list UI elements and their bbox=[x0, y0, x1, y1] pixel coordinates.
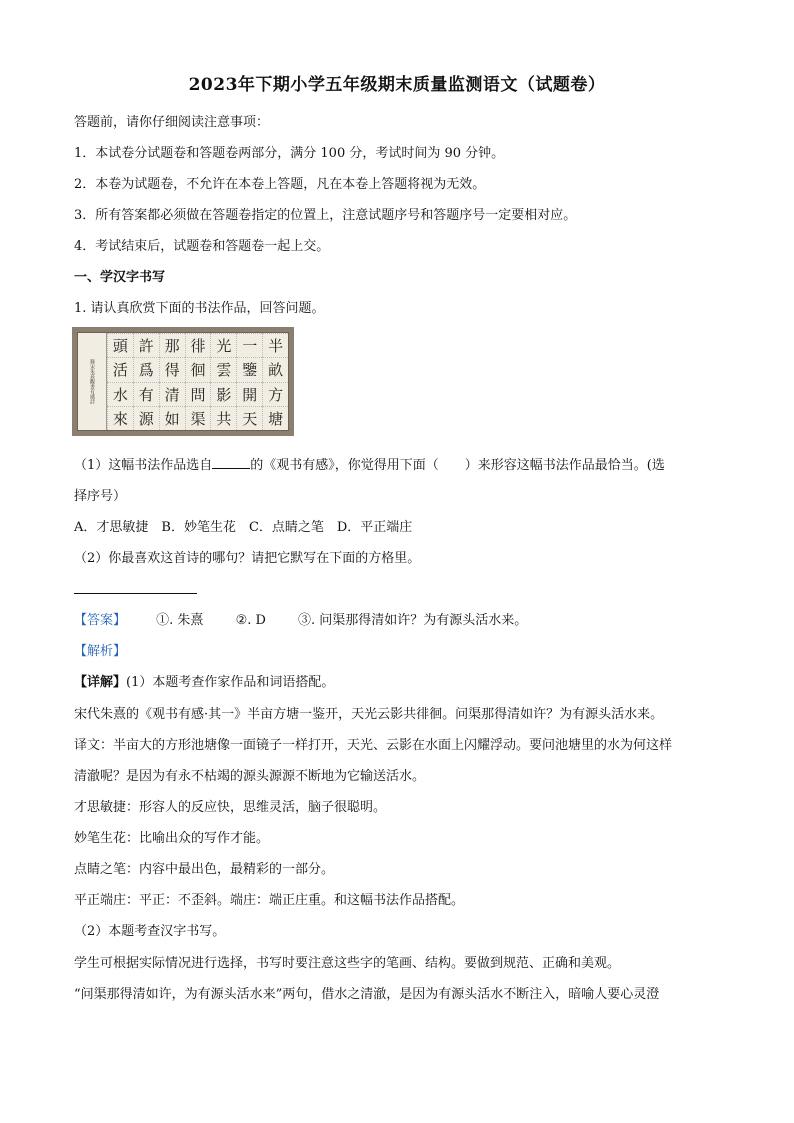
calligraphy-inscription: 錄宋朱熹觀書有感詩 bbox=[78, 333, 107, 430]
sub-question-1-pre: （1）这幅书法作品选自 bbox=[74, 458, 213, 473]
explain-line: （2）本题考查汉字书写。 bbox=[74, 924, 226, 939]
answer-3: ③. 问渠那得清如许？为有源头活水来。 bbox=[298, 613, 528, 628]
explain-line: 才思敏捷：形容人的反应快，思维灵活，脑子很聪明。 bbox=[74, 800, 387, 815]
calligraphy-char: 來 bbox=[107, 406, 133, 430]
explain-line: 译文：半亩大的方形池塘像一面镜子一样打开，天光、云影在水面上闪耀浮动。要问池塘里的水为何这样 bbox=[74, 738, 673, 753]
calligraphy-char: 活 bbox=[107, 357, 133, 381]
notice-3: 3．所有答案都必须做在答题卷指定的位置上，注意试题序号和答题序号一定要相对应。 bbox=[74, 208, 577, 223]
analysis-label: 【解析】 bbox=[74, 644, 127, 659]
answer-row bbox=[74, 609, 527, 628]
options: A．才思敏捷 B．妙笔生花 C．点睛之笔 D．平正端庄 bbox=[74, 520, 413, 535]
calligraphy-char: 問 bbox=[185, 382, 211, 406]
calligraphy-char: 塘 bbox=[262, 406, 288, 430]
explain-line: 学生可根据实际情况进行选择，书写时要注意这些字的笔画、结构。要做到规范、正确和美观。 bbox=[74, 956, 621, 971]
calligraphy-image bbox=[72, 327, 294, 436]
calligraphy-char: 一 bbox=[236, 333, 262, 357]
answer-1: ①. 朱熹 bbox=[156, 613, 204, 628]
question-1: 1. 请认真欣赏下面的书法作品，回答问题。 bbox=[74, 301, 325, 316]
calligraphy-char: 雲 bbox=[210, 357, 236, 381]
calligraphy-char: 徊 bbox=[185, 357, 211, 381]
calligraphy-char: 半 bbox=[262, 333, 288, 357]
calligraphy-char: 渠 bbox=[185, 406, 211, 430]
answer-2: ②. D bbox=[235, 613, 266, 628]
explain-line: 平正端庄：平正：不歪斜。端庄：端正庄重。和这幅书法作品搭配。 bbox=[74, 893, 465, 908]
calligraphy-char: 開 bbox=[236, 382, 262, 406]
detail-label: 【详解】 bbox=[74, 675, 127, 690]
calligraphy-char: 得 bbox=[159, 357, 185, 381]
section-heading: 一、学汉字书写 bbox=[74, 270, 166, 285]
explain-line: 点睛之笔：内容中最出色，最精彩的一部分。 bbox=[74, 862, 335, 877]
notice-1: 1．本试卷分试题卷和答题卷两部分，满分 100 分，考试时间为 90 分钟。 bbox=[74, 146, 505, 161]
sub-question-1-post: 的《观书有感》，你觉得用下面（ ）来形容这幅书法作品最恰当。(选 bbox=[250, 458, 665, 473]
separator-rule bbox=[74, 593, 197, 594]
calligraphy-char: 爲 bbox=[133, 357, 159, 381]
calligraphy-char: 鑒 bbox=[236, 357, 262, 381]
notice-4: 4．考试结束后，试题卷和答题卷一起上交。 bbox=[74, 239, 330, 254]
answer-label: 【答案】 bbox=[74, 613, 127, 628]
calligraphy-char: 有 bbox=[133, 382, 159, 406]
explain-line: 宋代朱熹的《观书有感·其一》半亩方塘一鉴开，天光云影共徘徊。问渠那得清如许？为有源头活水来。 bbox=[74, 707, 664, 722]
calligraphy-char: 那 bbox=[159, 333, 185, 357]
calligraphy-char: 共 bbox=[210, 406, 236, 430]
detail-first: (1）本题考查作家作品和词语搭配。 bbox=[126, 675, 335, 690]
calligraphy-char: 清 bbox=[159, 382, 185, 406]
detail-heading bbox=[74, 671, 334, 690]
calligraphy-char: 光 bbox=[210, 333, 236, 357]
fill-blank bbox=[212, 456, 250, 469]
calligraphy-char: 頭 bbox=[107, 333, 133, 357]
explain-line: 妙笔生花：比喻出众的写作才能。 bbox=[74, 831, 270, 846]
explain-line: “问渠那得清如许，为有源头活水来”两句，借水之清澈，是因为有源头活水不断注入，暗喻人要心灵澄 bbox=[74, 987, 660, 1002]
explain-line: 清澈呢？是因为有永不枯竭的源头源源不断地为它输送活水。 bbox=[74, 769, 426, 784]
calligraphy-grid bbox=[107, 333, 288, 430]
calligraphy-char: 方 bbox=[262, 382, 288, 406]
sub-question-1 bbox=[74, 454, 665, 473]
calligraphy-char: 如 bbox=[159, 406, 185, 430]
sub-question-2: （2）你最喜欢这首诗的哪句？请把它默写在下面的方格里。 bbox=[74, 551, 421, 566]
calligraphy-char: 水 bbox=[107, 382, 133, 406]
calligraphy-char: 徘 bbox=[185, 333, 211, 357]
calligraphy-char: 許 bbox=[133, 333, 159, 357]
notice-intro: 答题前，请你仔细阅读注意事项： bbox=[74, 115, 270, 130]
calligraphy-char: 畝 bbox=[262, 357, 288, 381]
calligraphy-char: 源 bbox=[133, 406, 159, 430]
calligraphy-char: 影 bbox=[210, 382, 236, 406]
calligraphy-char: 天 bbox=[236, 406, 262, 430]
sub-question-1-cont: 择序号） bbox=[74, 489, 127, 504]
notice-2: 2．本卷为试题卷，不允许在本卷上答题，凡在本卷上答题将视为无效。 bbox=[74, 177, 486, 192]
page-title: 2023年下期小学五年级期末质量监测语文（试题卷） bbox=[188, 75, 606, 95]
